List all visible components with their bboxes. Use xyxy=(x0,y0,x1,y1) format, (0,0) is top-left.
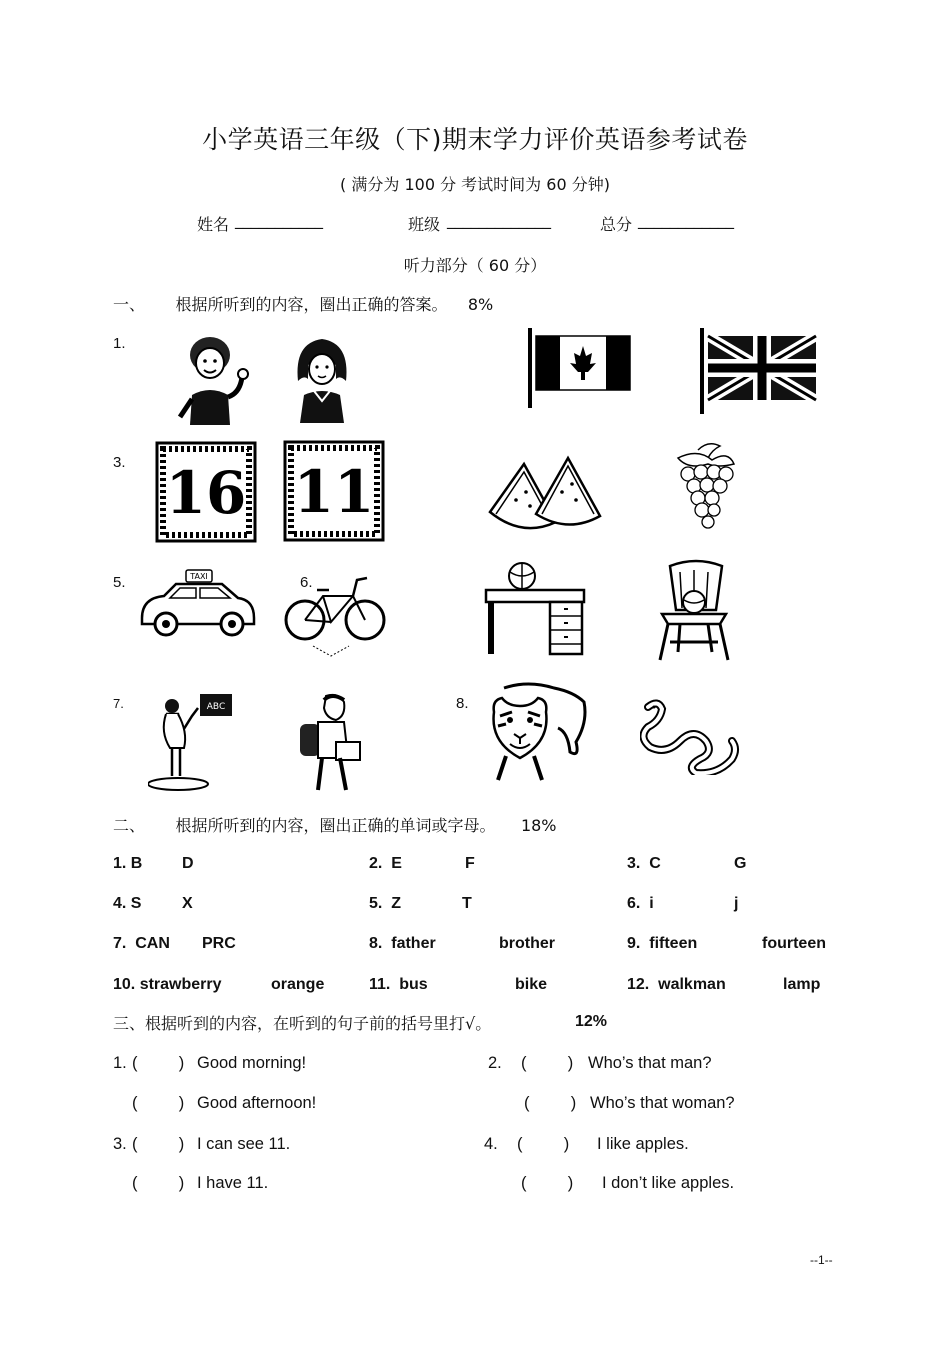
q3-1-a-text: Good morning! xyxy=(197,1054,307,1072)
q2-item-4-b: X xyxy=(182,895,193,912)
q3-4-b-text: I don’t like apples. xyxy=(602,1174,735,1192)
q2-item-9-b: fourteen xyxy=(762,935,826,952)
score-blank: ____________ xyxy=(638,210,734,229)
q2-item-8-b: brother xyxy=(499,935,555,952)
q3-3-a-bracket[interactable]: ( ) xyxy=(132,1135,185,1153)
exam-info: ( 满分为 100 分 考试时间为 60 分钟) xyxy=(340,175,610,194)
desk-with-ball-image xyxy=(484,560,588,656)
tiger-image xyxy=(484,682,590,782)
q3-4-number: 4. xyxy=(484,1135,498,1153)
q3-4-b-bracket[interactable]: ( ) xyxy=(521,1174,574,1192)
number-16-text: 16 xyxy=(165,459,247,527)
section-title: 听力部分（ 60 分） xyxy=(403,256,547,275)
boy-waving-image xyxy=(172,333,252,425)
part2-heading: 二、 根据所听到的内容，圈出正确的单词或字母。 18% xyxy=(113,816,557,835)
uk-flag-image xyxy=(700,328,818,414)
q3-4-a-bracket[interactable]: ( ) xyxy=(517,1135,570,1153)
number-11-card-image xyxy=(283,440,385,542)
q3-3-b-text: I have 11. xyxy=(197,1174,269,1192)
q3-4-a-text: I like apples. xyxy=(597,1135,689,1153)
number-11-text: 11 xyxy=(293,458,375,526)
q5-number: 5. xyxy=(113,574,126,591)
part3-heading: 三、根据听到的内容，在听到的句子前的括号里打√。 xyxy=(113,1014,492,1033)
taxi-image xyxy=(138,568,258,642)
q3-2-b-bracket[interactable]: ( ) xyxy=(524,1094,577,1112)
q2-item-12-a: 12. walkman xyxy=(627,976,726,993)
q2-item-4-a: 4. S xyxy=(113,895,142,912)
q2-item-11-b: bike xyxy=(515,976,548,993)
q2-item-10-a: 10. strawberry xyxy=(113,976,222,993)
canada-flag-image xyxy=(528,328,632,408)
q3-1-a-bracket[interactable]: ( ) xyxy=(132,1054,185,1072)
q3-2-a-text: Who’s that man? xyxy=(588,1054,712,1072)
q2-item-3-b: G xyxy=(734,855,747,872)
q2-item-9-a: 9. fifteen xyxy=(627,935,698,952)
q2-item-3-a: 3. C xyxy=(627,855,661,872)
q2-item-1-a: 1. B xyxy=(113,855,143,872)
part3-percent: 12% xyxy=(575,1013,608,1030)
q3-2-b-text: Who’s that woman? xyxy=(590,1094,735,1112)
q3-1-number: 1. xyxy=(113,1054,127,1072)
watermelon-slices-image xyxy=(486,452,604,538)
q3-3-b-bracket[interactable]: ( ) xyxy=(132,1174,185,1192)
class-blank: _____________ xyxy=(447,210,551,229)
teacher-at-board-image xyxy=(148,692,242,794)
q2-item-11-a: 11. bus xyxy=(369,976,428,993)
chair-with-ball-image xyxy=(656,558,732,662)
class-label: 班级 xyxy=(408,215,441,234)
q1-number: 1. xyxy=(113,335,126,352)
page-title: 小学英语三年级（下)期末学力评价英语参考试卷 xyxy=(202,125,748,154)
q2-item-12-b: lamp xyxy=(783,976,821,993)
q2-item-1-b: D xyxy=(182,855,194,872)
q2-item-2-b: F xyxy=(465,855,475,872)
q3-number: 3. xyxy=(113,454,126,471)
q2-item-10-b: orange xyxy=(271,976,325,993)
girl-image xyxy=(290,335,354,423)
q7-number: 7. xyxy=(113,696,124,711)
q8-number: 8. xyxy=(456,695,469,712)
q2-item-6-b: j xyxy=(734,895,739,912)
q3-1-b-text: Good afternoon! xyxy=(197,1094,317,1112)
name-blank: ___________ xyxy=(235,210,323,229)
q2-item-7-a: 7. CAN xyxy=(113,935,170,952)
q2-item-6-a: 6. i xyxy=(627,895,654,912)
page-number: --1-- xyxy=(810,1253,833,1267)
taxi-sign-text: TAXI xyxy=(190,572,208,581)
q2-item-7-b: PRC xyxy=(202,935,236,952)
board-abc-text: ABC xyxy=(206,702,226,712)
q2-item-8-a: 8. father xyxy=(369,935,436,952)
number-16-card-image xyxy=(155,441,257,543)
name-label: 姓名 xyxy=(197,215,230,234)
grapes-image xyxy=(668,440,742,532)
boy-with-backpack-image xyxy=(296,690,366,794)
q2-item-2-a: 2. E xyxy=(369,855,402,872)
q3-3-a-text: I can see 11. xyxy=(197,1135,291,1153)
q6-number: 6. xyxy=(300,574,313,591)
bicycle-image xyxy=(283,572,387,658)
q2-item-5-a: 5. Z xyxy=(369,895,402,912)
score-label: 总分 xyxy=(600,215,633,234)
q2-item-5-b: T xyxy=(462,895,472,912)
q3-2-a-bracket[interactable]: ( ) xyxy=(521,1054,574,1072)
part1-heading: 一、 根据所听到的内容，圈出正确的答案。 8% xyxy=(113,295,494,314)
q3-3-number: 3. xyxy=(113,1135,127,1153)
q3-2-number: 2. xyxy=(488,1054,502,1072)
q3-1-b-bracket[interactable]: ( ) xyxy=(132,1094,185,1112)
snake-image xyxy=(640,697,740,775)
